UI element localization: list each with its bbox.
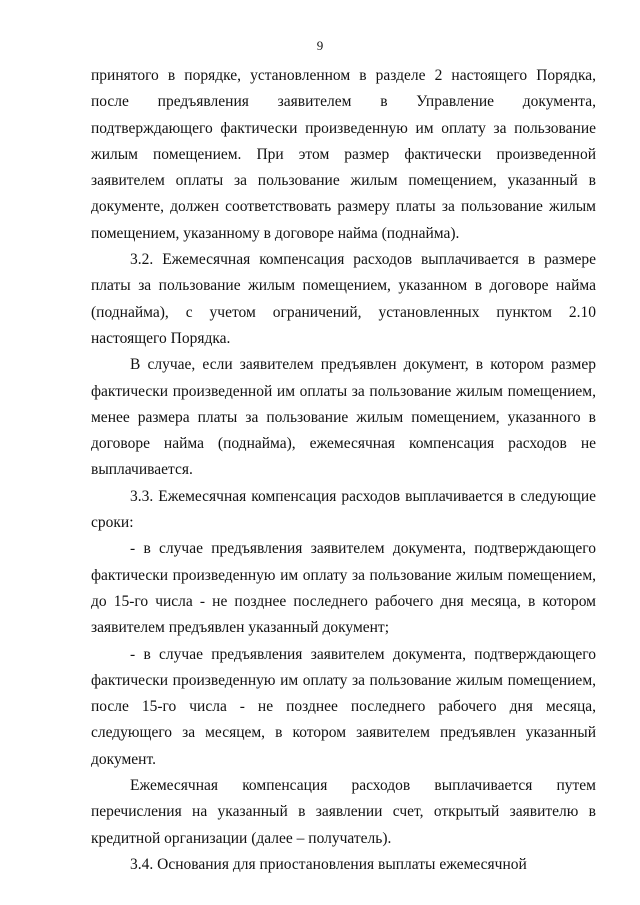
paragraph-3-3: 3.3. Ежемесячная компенсация расходов выплачивается в следующие сроки:: [91, 487, 596, 532]
paragraph-3-4: 3.4. Основания для приостановления выплаты ежемесячной: [130, 855, 527, 873]
paragraph-payment-transfer: Ежемесячная компенсация расходов выплачивается путем перечисления на указанный в заявлении счет, открытый заявителю в кредитной организации (далее – получатель).: [91, 777, 596, 847]
paragraph-before-15th: - в случае предъявления заявителем документа, подтверждающего фактически произведенную им оплату за пользование жилым помещением, до 15-го числа - не позднее последнего рабочего дня месяца, в котором заявителем предъявлен указанный документ;: [91, 540, 596, 637]
page-number: 9: [316, 38, 324, 53]
paragraph-document-case: В случае, если заявителем предъявлен документ, в котором размер фактически произведенной им оплаты за пользование жилым помещением, менее размера платы за пользование жилым помещением, указанного в договоре найма (поднайма), ежемесячная компенсация расходов не выплачивается.: [91, 356, 596, 479]
document-body: [91, 63, 596, 878]
paragraph-continuation: принятого в порядке, установленном в разделе 2 настоящего Порядка, после предъявления заявителем в Управление документа, подтверждающего фактически произведенную им оплату за пользование жилым помещением. При этом размер фактически произведенной заявителем оплаты за пользование жилым помещением, указанный в документе, должен соответствовать размеру платы за пользование жилым помещением, указанному в договоре найма (поднайма).: [91, 67, 596, 242]
paragraph-after-15th: - в случае предъявления заявителем документа, подтверждающего фактически произведенную им оплату за пользование жилым помещением, после 15-го числа - не позднее последнего рабочего дня месяца, следующего за месяцем, в котором заявителем предъявлен указанный документ.: [91, 645, 596, 768]
paragraph-3-2: 3.2. Ежемесячная компенсация расходов выплачивается в размере платы за пользование жилым помещением, указанном в договоре найма (поднайма), с учетом ограничений, установленных пунктом 2.10 настоящего Порядка.: [91, 251, 596, 347]
